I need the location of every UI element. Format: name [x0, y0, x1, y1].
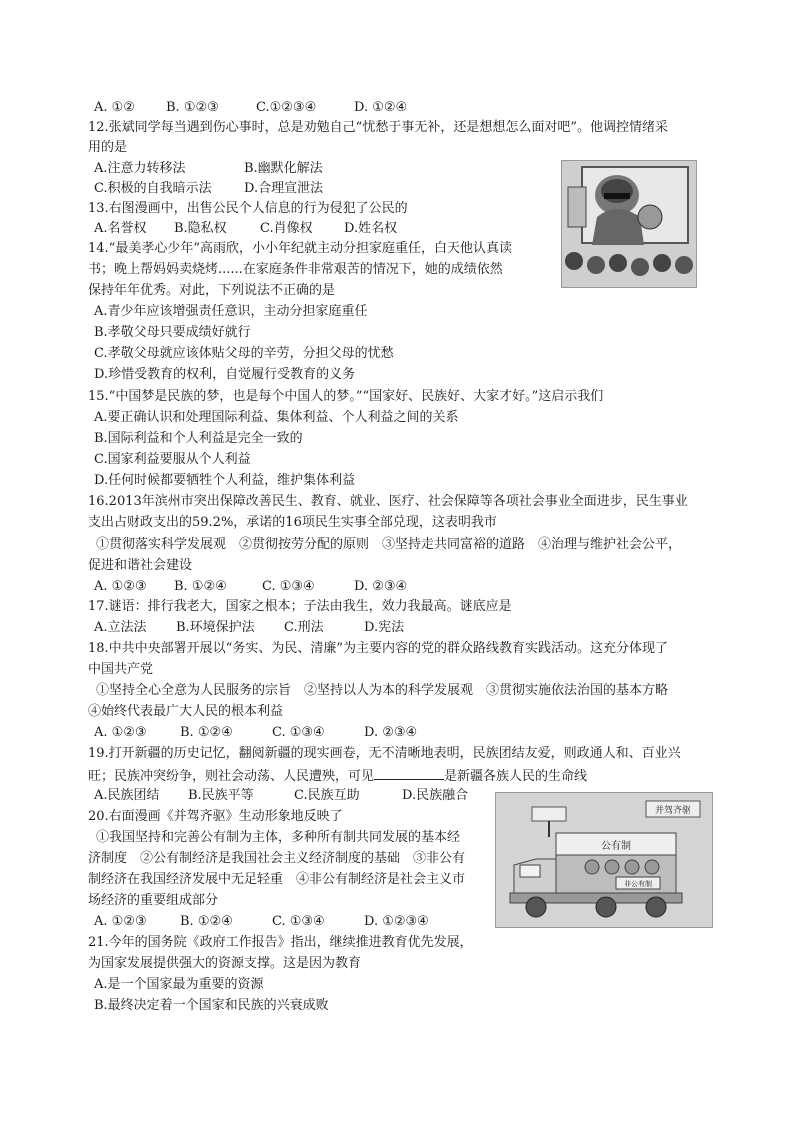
q18-stem-line2: 中国共产党 — [88, 662, 154, 677]
q20-option-c: C. ①③④ — [272, 914, 325, 929]
q13-option-b: B.隐私权 — [174, 221, 227, 236]
q15-option-b: B.国际利益和个人利益是完全一致的 — [94, 431, 303, 446]
q18-items-line2: ④始终代表最广大人民的根本利益 — [88, 704, 284, 719]
q13-option-a: A.名誉权 — [94, 221, 147, 236]
q21-stem-line2: 为国家发展提供强大的资源支撑。这是因为教育 — [88, 956, 362, 971]
q12-option-c: C.积极的自我暗示法 — [94, 181, 212, 196]
q14-option-b: B.孝敬父母只要成绩好就行 — [94, 325, 251, 340]
q14-option-d: D.珍惜受教育的权利，自觉履行受教育的义务 — [94, 367, 356, 382]
q15-option-a: A.要正确认识和处理国际利益、集体利益、个人利益之间的关系 — [94, 410, 459, 425]
q20-items-line3: 制经济在我国经济发展中无足轻重 ④非公有制经济是社会主义市 — [88, 872, 466, 887]
q16-option-a: A. ①②③ — [94, 579, 147, 594]
q19-answer-blank — [374, 766, 444, 780]
q13-option-c: C.肖像权 — [260, 221, 313, 236]
q21-stem-line1: 21.今年的国务院《政府工作报告》指出，继续推进教育优先发展， — [88, 935, 473, 950]
q20-option-a: A. ①②③ — [94, 914, 147, 929]
q15-option-c: C.国家利益要服从个人利益 — [94, 452, 251, 467]
q20-items-line2: 济制度 ②公有制经济是我国社会主义经济制度的基础 ③非公有 — [88, 851, 466, 866]
q18-option-c: C. ①③④ — [272, 725, 325, 740]
q18-option-a: A. ①②③ — [94, 725, 147, 740]
q14-stem-line2: 书；晚上帮妈妈卖烧烤......在家庭条件非常艰苦的情况下，她的成绩依然 — [88, 262, 503, 277]
q12-option-b: B.幽默化解法 — [244, 161, 323, 176]
privacy-cartoon-illustration — [562, 161, 696, 287]
cartoon-nonpublic-label: 非公有制 — [624, 880, 652, 888]
q19-option-a: A.民族团结 — [94, 788, 160, 803]
cartoon-title-label: 并驾齐驱 — [654, 806, 692, 816]
q12-stem-line2: 用的是 — [88, 140, 128, 155]
q18-option-b: B. ①②④ — [180, 725, 233, 740]
q12-option-d: D.合理宣泄法 — [244, 181, 324, 196]
q12-option-a: A.注意力转移法 — [94, 161, 186, 176]
q15-stem: 15.“中国梦是民族的梦，也是每个中国人的梦。”“国家好、民族好、大家才好。”这启示我们 — [88, 389, 604, 404]
q17-stem: 17.谜语：排行我老大，国家之根本；子法由我生，效力我最高。谜底应是 — [88, 599, 512, 614]
q11-option-d: D. ①②④ — [354, 100, 408, 115]
q18-stem-line1: 18.中共中央部署开展以“务实、为民、清廉”为主要内容的党的群众路线教育实践活动。这充分体现了 — [88, 641, 668, 656]
q19-stem-line2-a: 旺；民族冲突纷争，则社会动荡、人民遭殃，可见 — [88, 769, 375, 784]
q19-stem-line2 — [88, 766, 587, 786]
q14-option-a: A.青少年应该增强责任意识，主动分担家庭重任 — [94, 304, 368, 319]
q14-option-c: C.孝敬父母就应该体贴父母的辛劳，分担父母的忧愁 — [94, 346, 394, 361]
q15-option-d: D.任何时候都要牺牲个人利益，维护集体利益 — [94, 473, 356, 488]
q20-items-line4: 场经济的重要组成部分 — [88, 893, 219, 908]
q17-option-d: D.宪法 — [364, 620, 405, 635]
q21-option-a: A.是一个国家最为重要的资源 — [94, 977, 264, 992]
q13-cartoon-image — [561, 160, 697, 288]
q19-option-b: B.民族平等 — [188, 788, 254, 803]
q19-option-d: D.民族融合 — [402, 788, 469, 803]
q20-stem: 20.右面漫画《并驾齐驱》生动形象地反映了 — [88, 809, 343, 824]
q11-option-b: B. ①②③ — [166, 100, 219, 115]
q19-stem-line2-b: 是新疆各族人民的生命线 — [444, 769, 588, 784]
q16-items-line2: 促进和谐社会建设 — [88, 558, 193, 573]
q16-stem-line2: 支出占财政支出的59.2%，承诺的16项民生实事全部兑现，这表明我市 — [88, 515, 497, 530]
q13-option-d: D.姓名权 — [344, 221, 398, 236]
q17-option-a: A.立法法 — [94, 620, 147, 635]
q14-stem-line3: 保持年年优秀。对此，下列说法不正确的是 — [88, 283, 336, 298]
q18-items-line1: ①坚持全心全意为人民服务的宗旨 ②坚持以人为本的科学发展观 ③贯彻实施依法治国的基本方略 — [96, 683, 669, 698]
truck-cartoon-illustration — [496, 793, 712, 927]
q16-items-line1: ①贯彻落实科学发展观 ②贯彻按劳分配的原则 ③坚持走共同富裕的道路 ④治理与维护社会公平， — [96, 537, 682, 552]
q19-option-c: C.民族互助 — [294, 788, 360, 803]
q16-option-c: C. ①③④ — [262, 579, 315, 594]
q16-option-b: B. ①②④ — [174, 579, 227, 594]
q16-option-d: D. ②③④ — [354, 579, 408, 594]
q20-items-line1: ①我国坚持和完善公有制为主体，多种所有制共同发展的基本经 — [96, 830, 461, 845]
q20-option-b: B. ①②④ — [180, 914, 233, 929]
q17-option-c: C.刑法 — [284, 620, 324, 635]
q19-stem-line1: 19.打开新疆的历史记忆，翻阅新疆的现实画卷，无不清晰地表明，民族团结友爱，则政通人和、百业兴 — [88, 746, 681, 761]
cartoon-public-label: 公有制 — [601, 841, 631, 852]
q17-option-b: B.环境保护法 — [176, 620, 255, 635]
q20-cartoon-image — [495, 792, 713, 928]
q21-option-b: B.最终决定着一个国家和民族的兴衰成败 — [94, 998, 329, 1013]
q13-stem: 13.右图漫画中，出售公民个人信息的行为侵犯了公民的 — [88, 201, 408, 216]
q14-stem-line1: 14.“最美孝心少年”高雨欣，小小年纪就主动分担家庭重任，白天他认真读 — [88, 241, 512, 256]
q12-stem-line1: 12.张斌同学每当遇到伤心事时，总是劝勉自己“忧愁于事无补，还是想想怎么面对吧”。他调控情绪采 — [88, 120, 668, 135]
q18-option-d: D. ②③④ — [364, 725, 418, 740]
q20-option-d: D. ①②③④ — [364, 914, 429, 929]
q11-option-c: C.①②③④ — [256, 100, 317, 115]
q16-stem-line1: 16.2013年滨州市突出保障改善民生、教育、就业、医疗、社会保障等各项社会事业全面进步，民生事业 — [88, 494, 688, 509]
q11-option-a: A. ①② — [94, 100, 135, 115]
